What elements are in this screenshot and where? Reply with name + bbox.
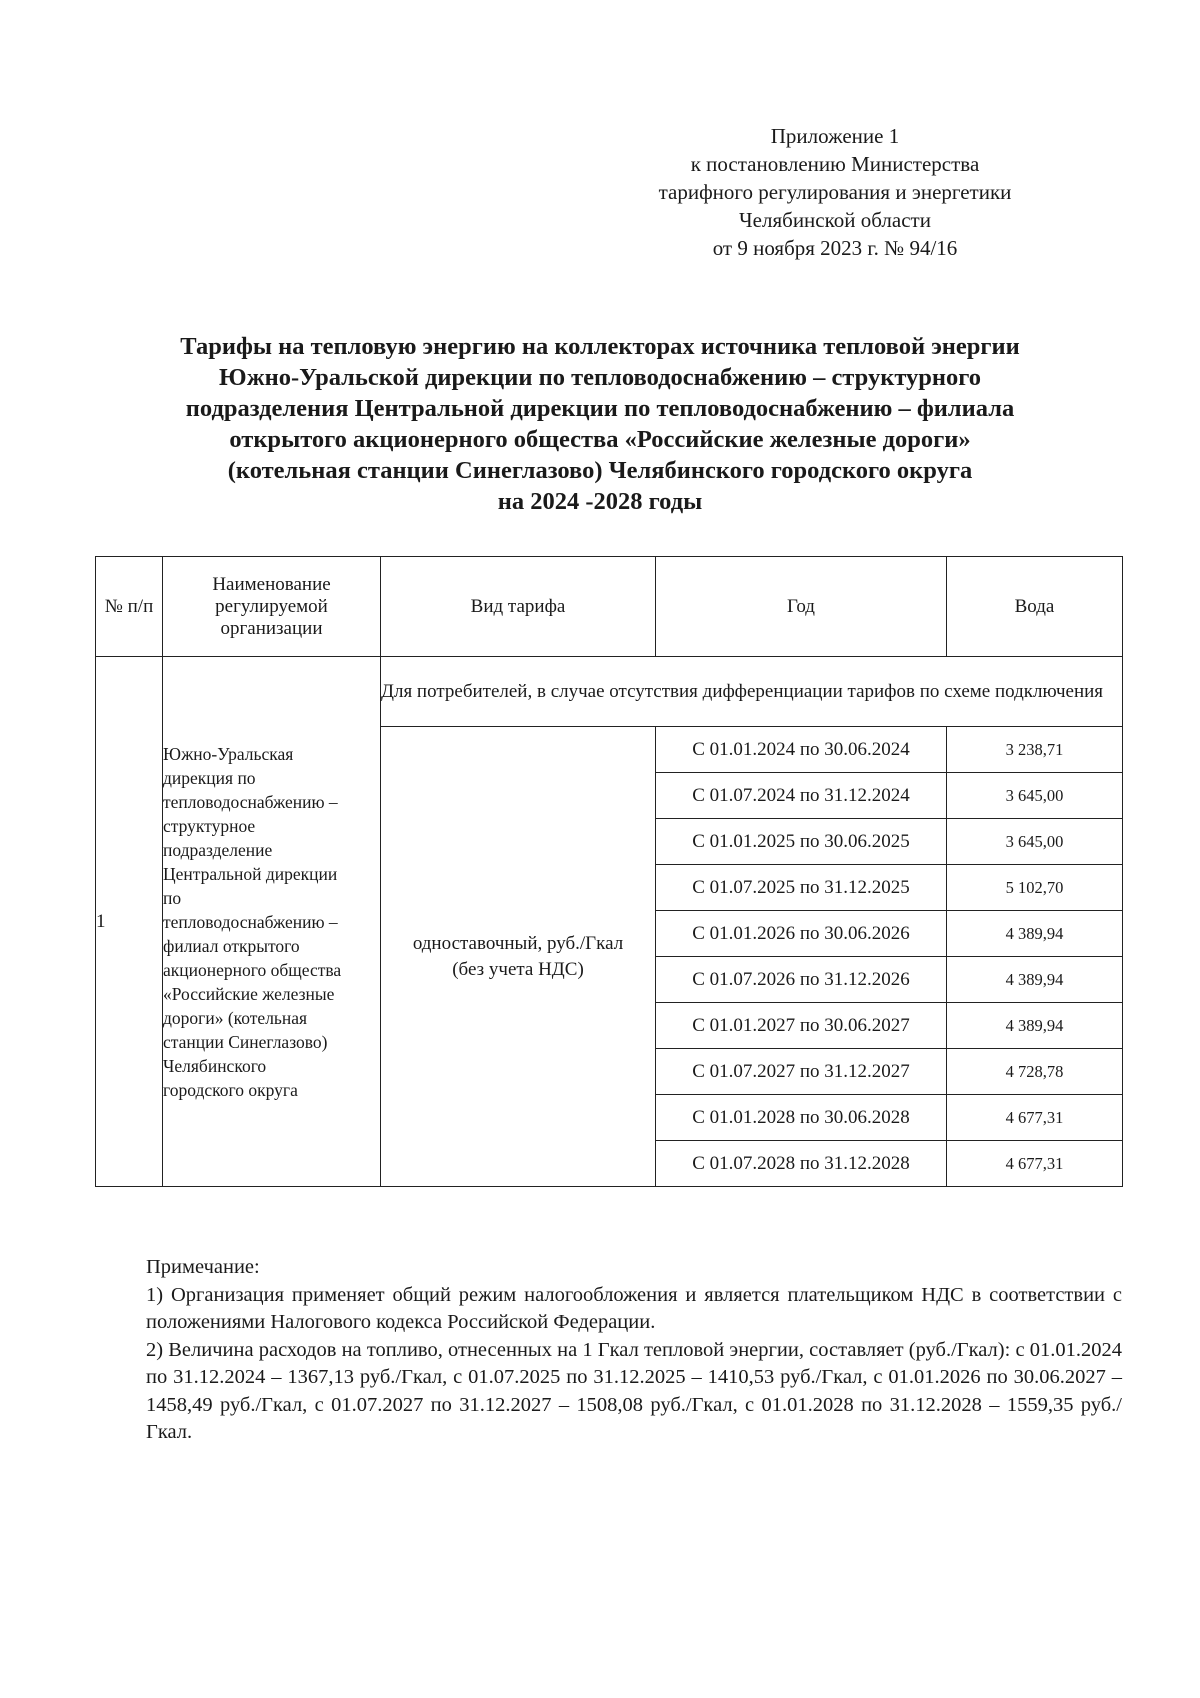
- appendix-block: [600, 122, 1070, 262]
- period-cell: С 01.01.2024 по 30.06.2024: [656, 727, 947, 773]
- org-line: Центральной дирекции: [163, 863, 338, 884]
- value-cell: 3 645,00: [947, 773, 1123, 819]
- period-cell: С 01.07.2028 по 31.12.2028: [656, 1141, 947, 1187]
- header-num: № п/п: [96, 557, 163, 657]
- org-line: Челябинского: [163, 1055, 267, 1076]
- consumer-note-row: [96, 657, 1123, 727]
- document-title: [80, 331, 1120, 517]
- org-line: филиал открытого: [163, 935, 300, 956]
- org-line: подразделение: [163, 839, 273, 860]
- org-line: городского округа: [163, 1079, 298, 1100]
- tariff-table: [95, 556, 1123, 1187]
- header-org-line: Наименование: [212, 573, 331, 595]
- value-cell: 3 238,71: [947, 727, 1123, 773]
- header-year: Год: [656, 557, 947, 657]
- org-line: дороги» (котельная: [163, 1007, 308, 1028]
- value-cell: 4 389,94: [947, 1003, 1123, 1049]
- org-line: тепловодоснабжению –: [163, 791, 338, 812]
- table-header-row: [96, 557, 1123, 657]
- org-line: станции Синеглазово): [163, 1031, 328, 1052]
- consumer-note: Для потребителей, в случае отсутствия дифференциации тарифов по схеме подключения: [381, 657, 1123, 727]
- appendix-line: Челябинской области: [739, 208, 931, 232]
- title-line: открытого акционерного общества «Российские железные дороги»: [229, 426, 971, 453]
- value-cell: 3 645,00: [947, 819, 1123, 865]
- notes-block: [146, 1254, 1122, 1447]
- appendix-line: Приложение 1: [770, 124, 900, 148]
- title-line: Южно-Уральской дирекции по тепловодоснабжению – структурного: [218, 364, 982, 391]
- period-cell: С 01.01.2026 по 30.06.2026: [656, 911, 947, 957]
- organization-name: [163, 657, 381, 1187]
- period-cell: С 01.07.2027 по 31.12.2027: [656, 1049, 947, 1095]
- value-cell: 4 389,94: [947, 911, 1123, 957]
- notes-heading: Примечание:: [146, 1256, 260, 1278]
- appendix-line: тарифного регулирования и энергетики: [658, 180, 1012, 204]
- header-water: Вода: [947, 557, 1123, 657]
- org-line: «Российские железные: [163, 983, 335, 1004]
- row-number: 1: [96, 657, 163, 1187]
- value-cell: 4 677,31: [947, 1095, 1123, 1141]
- org-line: по: [163, 887, 182, 908]
- title-line: на 2024 -2028 годы: [497, 488, 703, 515]
- value-cell: 5 102,70: [947, 865, 1123, 911]
- tariff-type: [381, 727, 656, 1187]
- header-org-line: регулируемой: [215, 595, 328, 617]
- value-cell: 4 677,31: [947, 1141, 1123, 1187]
- org-line: тепловодоснабжению –: [163, 911, 338, 932]
- period-cell: С 01.01.2027 по 30.06.2027: [656, 1003, 947, 1049]
- note-item: 1) Организация применяет общий режим налогообложения и является плательщиком НДС в соответствии с положениями Налогового кодекса Российской Федерации.: [146, 1283, 1122, 1333]
- period-cell: С 01.01.2025 по 30.06.2025: [656, 819, 947, 865]
- value-cell: 4 389,94: [947, 957, 1123, 1003]
- value-cell: 4 728,78: [947, 1049, 1123, 1095]
- title-line: подразделения Центральной дирекции по тепловодоснабжению – филиала: [185, 395, 1015, 422]
- appendix-line: к постановлению Министерства: [690, 152, 980, 176]
- note-item: 2) Величина расходов на топливо, отнесенных на 1 Гкал тепловой энергии, составляет (руб./Гкал): с 01.01.2024 по 31.12.2024 – 1367,13 руб./Гкал, с 01.07.2025 по 31.12.2025 – 1410,53 руб./Гкал, с 01.01.2026 по 30.06.2027 – 1458,49 руб./Гкал, с 01.07.2027 по 31.12.2027 – 1508,08 руб./Гкал, с 01.01.2028 по 31.12.2028 – 1559,35 руб./Гкал.: [146, 1338, 1122, 1443]
- tariff-type-line: (без учета НДС): [452, 958, 584, 980]
- org-line: акционерного общества: [163, 959, 342, 980]
- period-cell: С 01.07.2024 по 31.12.2024: [656, 773, 947, 819]
- org-line: структурное: [163, 815, 256, 836]
- period-cell: С 01.07.2025 по 31.12.2025: [656, 865, 947, 911]
- header-organization: [163, 557, 381, 657]
- period-cell: С 01.01.2028 по 30.06.2028: [656, 1095, 947, 1141]
- tariff-type-line: одноставочный, руб./Гкал: [412, 932, 624, 954]
- title-line: Тарифы на тепловую энергию на коллекторах источника тепловой энергии: [180, 333, 1020, 360]
- header-org-line: организации: [220, 617, 323, 639]
- period-cell: С 01.07.2026 по 31.12.2026: [656, 957, 947, 1003]
- org-line: Южно-Уральская: [163, 743, 294, 764]
- title-line: (котельная станции Синеглазово) Челябинского городского округа: [227, 457, 973, 484]
- org-line: дирекция по: [163, 767, 256, 788]
- header-tariff-type: Вид тарифа: [381, 557, 656, 657]
- appendix-line: от 9 ноября 2023 г. № 94/16: [712, 236, 958, 260]
